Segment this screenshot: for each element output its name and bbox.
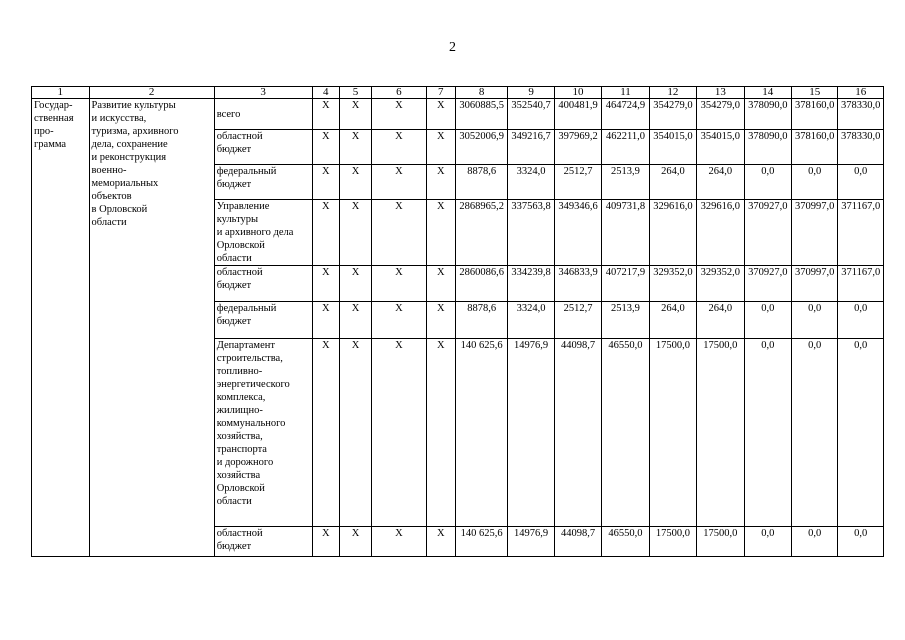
amount-cell: 0,0: [792, 302, 838, 339]
code-mark: X: [312, 200, 339, 266]
amount-cell: 352540,7: [508, 99, 554, 130]
amount-cell: 378330,0: [838, 99, 884, 130]
amount-cell: 334239,8: [508, 266, 554, 302]
code-mark: X: [372, 165, 427, 200]
amount-cell: 462211,0: [602, 130, 649, 165]
funding-source-label: областной бюджет: [214, 266, 312, 302]
funding-source-label: федеральный бюджет: [214, 165, 312, 200]
amount-cell: 2513,9: [602, 165, 649, 200]
amount-cell: 378090,0: [744, 130, 791, 165]
amount-cell: 400481,9: [554, 99, 601, 130]
code-mark: X: [312, 527, 339, 557]
amount-cell: 409731,8: [602, 200, 649, 266]
column-number: 14: [744, 87, 791, 99]
column-number: 8: [455, 87, 507, 99]
column-number: 10: [554, 87, 601, 99]
code-mark: X: [372, 266, 427, 302]
code-mark: X: [312, 266, 339, 302]
funding-source-label: областной бюджет: [214, 527, 312, 557]
table-row: [32, 99, 884, 130]
code-mark: X: [339, 99, 371, 130]
amount-cell: 17500,0: [649, 339, 696, 527]
column-number-row: [32, 87, 884, 99]
amount-cell: 46550,0: [602, 339, 649, 527]
column-number: 13: [697, 87, 744, 99]
amount-cell: 397969,2: [554, 130, 601, 165]
amount-cell: 378160,0: [792, 99, 838, 130]
amount-cell: 264,0: [697, 302, 744, 339]
amount-cell: 264,0: [697, 165, 744, 200]
amount-cell: 264,0: [649, 165, 696, 200]
column-number: 12: [649, 87, 696, 99]
column-number: 1: [32, 87, 90, 99]
code-mark: X: [312, 130, 339, 165]
code-mark: X: [372, 527, 427, 557]
code-mark: X: [312, 165, 339, 200]
amount-cell: 0,0: [744, 339, 791, 527]
amount-cell: 0,0: [838, 165, 884, 200]
code-mark: X: [312, 302, 339, 339]
amount-cell: 378330,0: [838, 130, 884, 165]
amount-cell: 329616,0: [697, 200, 744, 266]
funding-source-label: всего: [214, 99, 312, 130]
amount-cell: 8878,6: [455, 302, 507, 339]
code-mark: X: [372, 339, 427, 527]
amount-cell: 17500,0: [649, 527, 696, 557]
amount-cell: 46550,0: [602, 527, 649, 557]
column-number: 11: [602, 87, 649, 99]
amount-cell: 329352,0: [697, 266, 744, 302]
amount-cell: 3060885,5: [455, 99, 507, 130]
amount-cell: 2512,7: [554, 302, 601, 339]
amount-cell: 354015,0: [649, 130, 696, 165]
page-number: 2: [449, 40, 456, 55]
program-name: Развитие культуры и искусства, туризма, архивного дела, сохранение и реконструкция военно- мемориальных объектов в Орловской области: [89, 99, 214, 557]
amount-cell: 2860086,6: [455, 266, 507, 302]
amount-cell: 407217,9: [602, 266, 649, 302]
code-mark: X: [339, 200, 371, 266]
column-number: 2: [89, 87, 214, 99]
column-number: 7: [426, 87, 455, 99]
funding-source-label: Управление культуры и архивного дела Орловской области: [214, 200, 312, 266]
column-number: 9: [508, 87, 554, 99]
code-mark: X: [372, 200, 427, 266]
amount-cell: 3052006,9: [455, 130, 507, 165]
funding-source-label: федеральный бюджет: [214, 302, 312, 339]
amount-cell: 354279,0: [697, 99, 744, 130]
funding-source-label: областной бюджет: [214, 130, 312, 165]
funding-source-label: Департамент строительства, топливно- энергетического комплекса, жилищно- коммунального хозяйства, транспорта и дорожного хозяйства Орловской области: [214, 339, 312, 527]
amount-cell: 337563,8: [508, 200, 554, 266]
amount-cell: 17500,0: [697, 339, 744, 527]
amount-cell: 44098,7: [554, 527, 601, 557]
code-mark: X: [426, 165, 455, 200]
amount-cell: 0,0: [792, 527, 838, 557]
code-mark: X: [372, 130, 427, 165]
amount-cell: 0,0: [744, 302, 791, 339]
amount-cell: 349346,6: [554, 200, 601, 266]
code-mark: X: [339, 130, 371, 165]
amount-cell: 370997,0: [792, 266, 838, 302]
amount-cell: 0,0: [838, 339, 884, 527]
amount-cell: 0,0: [792, 339, 838, 527]
amount-cell: 378090,0: [744, 99, 791, 130]
program-status: Государ- ственная про- грамма: [32, 99, 90, 557]
amount-cell: 2512,7: [554, 165, 601, 200]
amount-cell: 0,0: [744, 527, 791, 557]
amount-cell: 329616,0: [649, 200, 696, 266]
amount-cell: 329352,0: [649, 266, 696, 302]
amount-cell: 370927,0: [744, 266, 791, 302]
amount-cell: 0,0: [838, 302, 884, 339]
column-number: 6: [372, 87, 427, 99]
column-number: 16: [838, 87, 884, 99]
budget-table: [31, 86, 884, 557]
amount-cell: 349216,7: [508, 130, 554, 165]
code-mark: X: [372, 99, 427, 130]
code-mark: X: [426, 200, 455, 266]
amount-cell: 14976,9: [508, 339, 554, 527]
amount-cell: 371167,0: [838, 200, 884, 266]
code-mark: X: [339, 527, 371, 557]
amount-cell: 370997,0: [792, 200, 838, 266]
amount-cell: 14976,9: [508, 527, 554, 557]
code-mark: X: [339, 339, 371, 527]
amount-cell: 0,0: [838, 527, 884, 557]
code-mark: X: [426, 266, 455, 302]
amount-cell: 2513,9: [602, 302, 649, 339]
amount-cell: 44098,7: [554, 339, 601, 527]
code-mark: X: [426, 99, 455, 130]
code-mark: X: [426, 302, 455, 339]
amount-cell: 140 625,6: [455, 527, 507, 557]
amount-cell: 264,0: [649, 302, 696, 339]
code-mark: X: [339, 165, 371, 200]
amount-cell: 140 625,6: [455, 339, 507, 527]
column-number: 5: [339, 87, 371, 99]
amount-cell: 354015,0: [697, 130, 744, 165]
code-mark: X: [339, 266, 371, 302]
code-mark: X: [372, 302, 427, 339]
code-mark: X: [312, 99, 339, 130]
amount-cell: 346833,9: [554, 266, 601, 302]
code-mark: X: [339, 302, 371, 339]
amount-cell: 2868965,2: [455, 200, 507, 266]
column-number: 4: [312, 87, 339, 99]
amount-cell: 371167,0: [838, 266, 884, 302]
amount-cell: 3324,0: [508, 165, 554, 200]
amount-cell: 0,0: [792, 165, 838, 200]
amount-cell: 0,0: [744, 165, 791, 200]
amount-cell: 370927,0: [744, 200, 791, 266]
code-mark: X: [426, 130, 455, 165]
code-mark: X: [426, 527, 455, 557]
amount-cell: 378160,0: [792, 130, 838, 165]
code-mark: X: [312, 339, 339, 527]
column-number: 3: [214, 87, 312, 99]
amount-cell: 17500,0: [697, 527, 744, 557]
amount-cell: 8878,6: [455, 165, 507, 200]
amount-cell: 464724,9: [602, 99, 649, 130]
amount-cell: 3324,0: [508, 302, 554, 339]
code-mark: X: [426, 339, 455, 527]
column-number: 15: [792, 87, 838, 99]
amount-cell: 354279,0: [649, 99, 696, 130]
